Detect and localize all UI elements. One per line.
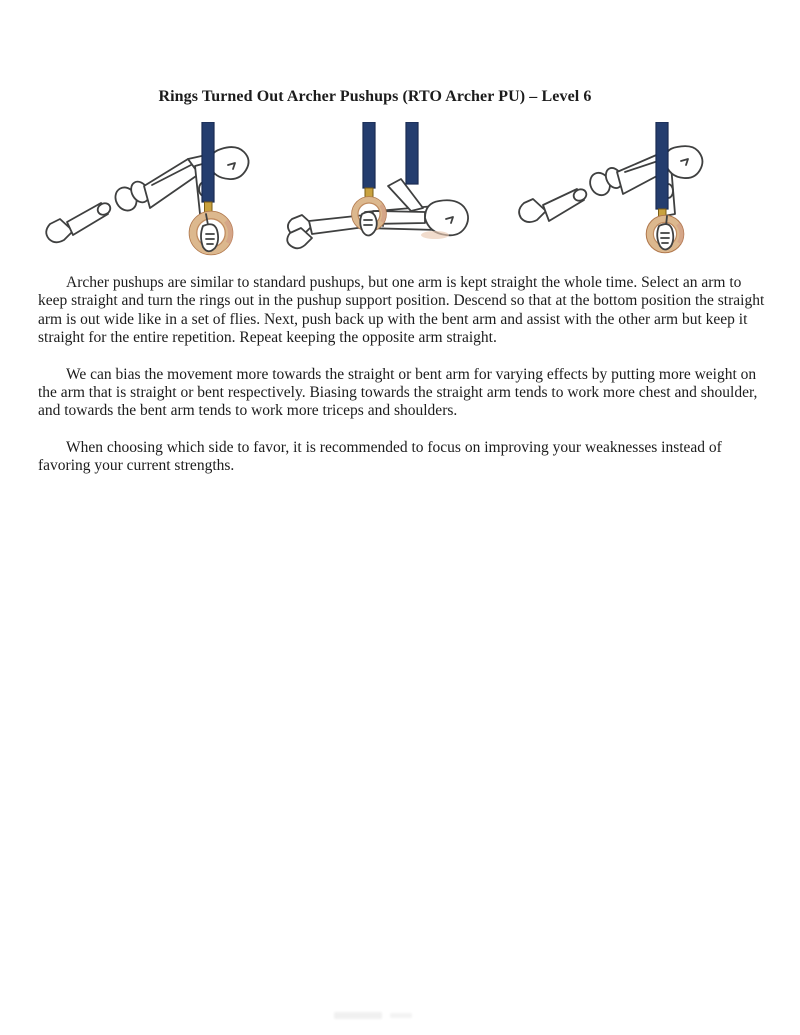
- exercise-figures: [0, 122, 800, 262]
- ring-strap-far: [406, 122, 418, 184]
- figure-archer-pushup-top-left: [40, 122, 285, 259]
- figure-hand: [360, 212, 377, 236]
- figure-head: [665, 146, 703, 178]
- body-text: [38, 274, 770, 494]
- figure-hand: [201, 224, 218, 251]
- figure-torso: [144, 159, 199, 208]
- figure-hand: [657, 224, 673, 249]
- faint-footer-mark: [334, 1012, 382, 1019]
- paragraph-recommendation: When choosing which side to favor, it is recommended to focus on improving your weaknesses instead of favoring your current strengths.: [38, 438, 722, 475]
- figure-archer-pushup-bottom: [285, 122, 520, 259]
- figure-foot: [519, 199, 546, 222]
- strap-buckle: [365, 188, 373, 197]
- figure-archer-pushup-top-right: [515, 122, 770, 259]
- paragraph-how-to: Archer pushups are similar to standard pushups, but one arm is kept straight the whole time. Select an arm to keep straight and turn the rings out in the pushup support position. Descend so that at the bottom position the straight arm is out wide like in a set of flies. Next, push back up with the bent arm and assist with the other arm but keep it straight for the entire repetition. Repeat keeping the opposite arm straight.: [38, 274, 765, 347]
- ring-strap: [656, 122, 668, 209]
- figure-head: [210, 147, 249, 179]
- figure-head: [425, 200, 468, 235]
- paragraph-biasing: We can bias the movement more towards the straight or bent arm for varying effects by putting more weight on the arm that is straight or bent respectively. Biasing towards the straight arm tends to work more chest and shoulder, and towards the bent arm tends to work more triceps and shoulders.: [38, 365, 758, 420]
- ring-strap: [202, 122, 214, 202]
- ring-strap: [363, 122, 375, 188]
- strap-buckle: [205, 202, 213, 212]
- page-title: Rings Turned Out Archer Pushups (RTO Archer PU) – Level 6: [158, 88, 592, 105]
